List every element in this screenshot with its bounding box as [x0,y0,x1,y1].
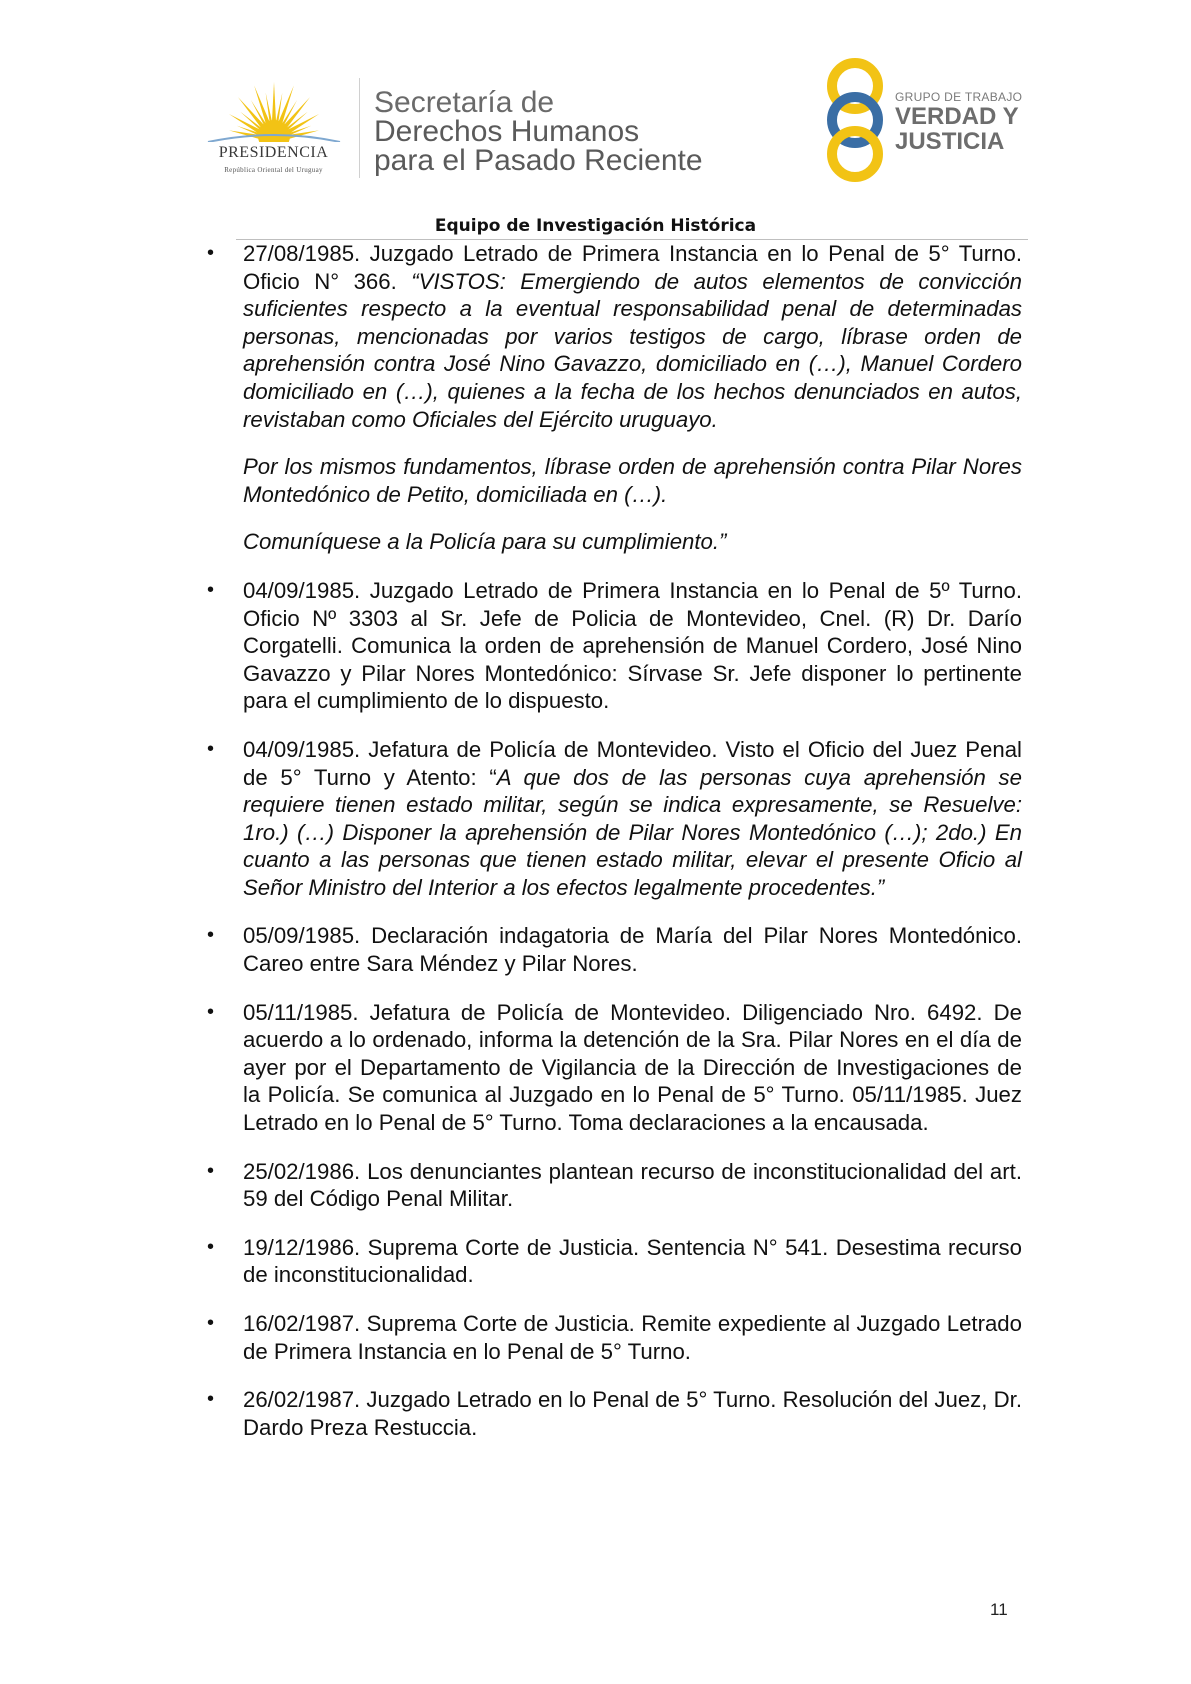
list-item [207,922,1022,977]
page-number: 11 [990,1600,1008,1619]
entry-paragraph [243,736,1022,902]
entry-text: 25/02/1986. Los denunciantes plantean recurso de inconstitucionalidad del art. 59 del Código Penal Militar. [243,1158,1022,1212]
team-heading: Equipo de Investigación Histórica [434,216,757,236]
bullet-icon: • [207,242,215,264]
entry-text: 19/12/1986. Suprema Corte de Justicia. Sentencia N° 541. Desestima recurso de inconstitucionalidad. [243,1234,1022,1288]
bullet-icon: • [207,578,215,601]
entry-text: 26/02/1987. Juzgado Letrado en lo Penal de 5° Turno. Resolución del Juez, Dr. Dardo Preza Restuccia. [243,1387,1022,1440]
list-item [207,1310,1022,1365]
entry-text: 27/08/1985. Juzgado Letrado de Primera Instancia en lo Penal de 5° Turno. Oficio N° 366. [243,241,1022,294]
bullet-icon: • [207,1388,215,1411]
entry-text: 04/09/1985. Juzgado Letrado de Primera Instancia en lo Penal de 5º Turno. Oficio Nº 3303 al Sr. Jefe de Policia de Montevideo, Cnel. (R) Dr. Darío Corgatelli. Comunica la orden de aprehensión de Manuel Cordero, José Nino Gavazzo y Pilar Nores Montedónico: Sírvase Sr. Jefe disponer lo pertinente para el cumplimiento de lo dispuesto. [243,577,1022,714]
list-item [207,577,1022,715]
page-header [0,0,1191,236]
entry-paragraph [243,577,1022,715]
quoted-text: Comuníquese a la Policía para su cumplimiento.” [243,529,727,555]
entry-paragraph [243,1310,1022,1365]
sun-emblem-icon [196,78,351,142]
gvj-line-3: JUSTICIA [895,128,1005,155]
bullet-icon: • [207,1159,215,1182]
gvj-line-1: GRUPO DE TRABAJO [895,90,1023,104]
entry-paragraph [243,528,1022,556]
quoted-text: “VISTOS: Emergiendo de autos elementos de convicción suficientes respecto a la eventual responsabilidad penal de determinadas personas, mencionadas por varios testigos de cargo, líbrase orden de aprehensión contra José Nino Gavazzo, domiciliado en (…), Manuel Cordero domiciliado en (…), quienes a la fecha de los hechos denunciados en autos, revistaban como Oficiales del Ejército uruguayo. [243,268,1022,432]
presidencia-name: PRESIDENCIA [218,144,329,161]
list-item [207,1386,1022,1441]
gvj-line-2: VERDAD Y [895,103,1019,130]
secretaria-title [374,88,703,175]
secretaria-line-3: para el Pasado Reciente [374,144,703,177]
chronology-list [0,240,1191,1462]
linked-rings-icon [820,56,890,184]
quoted-text: Por los mismos fundamentos, líbrase orden de aprehensión contra Pilar Nores Montedónico de Petito, domiciliada en (…). [243,454,1022,507]
presidencia-subtitle: República Oriental del Uruguay [224,166,323,174]
bullet-icon: • [207,737,215,760]
list-item [207,1234,1022,1289]
list-item [207,1158,1022,1213]
entry-paragraph [243,240,1022,433]
quoted-text: A que dos de las personas cuya aprehensión se requiere tienen estado militar, según se indica expresamente, se Resuelve: 1ro.) (…) Disponer la aprehensión de Pilar Nores Montedónico (…); 2do.) En cuanto a las personas que tienen estado militar, elevar el presente Oficio al Señor Ministro del Interior a los efectos legalmente procedentes.” [243,764,1022,900]
secretaria-line-2: Derechos Humanos [374,115,640,148]
entry-paragraph [243,1386,1022,1441]
list-item [207,240,1022,556]
entry-paragraph [243,999,1022,1137]
entry-text: 05/11/1985. Jefatura de Policía de Montevideo. Diligenciado Nro. 6492. De acuerdo a lo ordenado, informa la detención de la Sra. Pilar Nores en el día de ayer por el Departamento de Vigilancia de la Dirección de Investigaciones de la Policía. Se comunica al Juzgado en lo Penal de 5° Turno. 05/11/1985. Juez Letrado en lo Penal de 5° Turno. Toma declaraciones a la encausada. [243,999,1022,1136]
entry-paragraph [243,922,1022,977]
entry-paragraph [243,453,1022,508]
bullet-icon: • [207,924,215,947]
presidencia-logo [196,78,351,178]
entry-text: 16/02/1987. Suprema Corte de Justicia. Remite expediente al Juzgado Letrado de Primera Instancia en lo Penal de 5° Turno. [243,1311,1022,1364]
entry-paragraph [243,1234,1022,1289]
entry-paragraph [243,1158,1022,1213]
logo-divider [359,78,360,178]
entry-text: 05/09/1985. Declaración indagatoria de María del Pilar Nores Montedónico. Careo entre Sara Méndez y Pilar Nores. [243,923,1022,977]
bullet-icon: • [207,1235,215,1258]
list-item [207,736,1022,902]
bullet-icon: • [207,1000,215,1023]
entry-text: 04/09/1985. Jefatura de Policía de Montevideo. Visto el Oficio del Juez Penal de 5° Turno y Atento: “ [243,736,1022,790]
verdad-justicia-logo [820,56,1030,184]
list-item [207,999,1022,1137]
secretaria-line-1: Secretaría de [374,86,555,119]
bullet-icon: • [207,1312,215,1334]
